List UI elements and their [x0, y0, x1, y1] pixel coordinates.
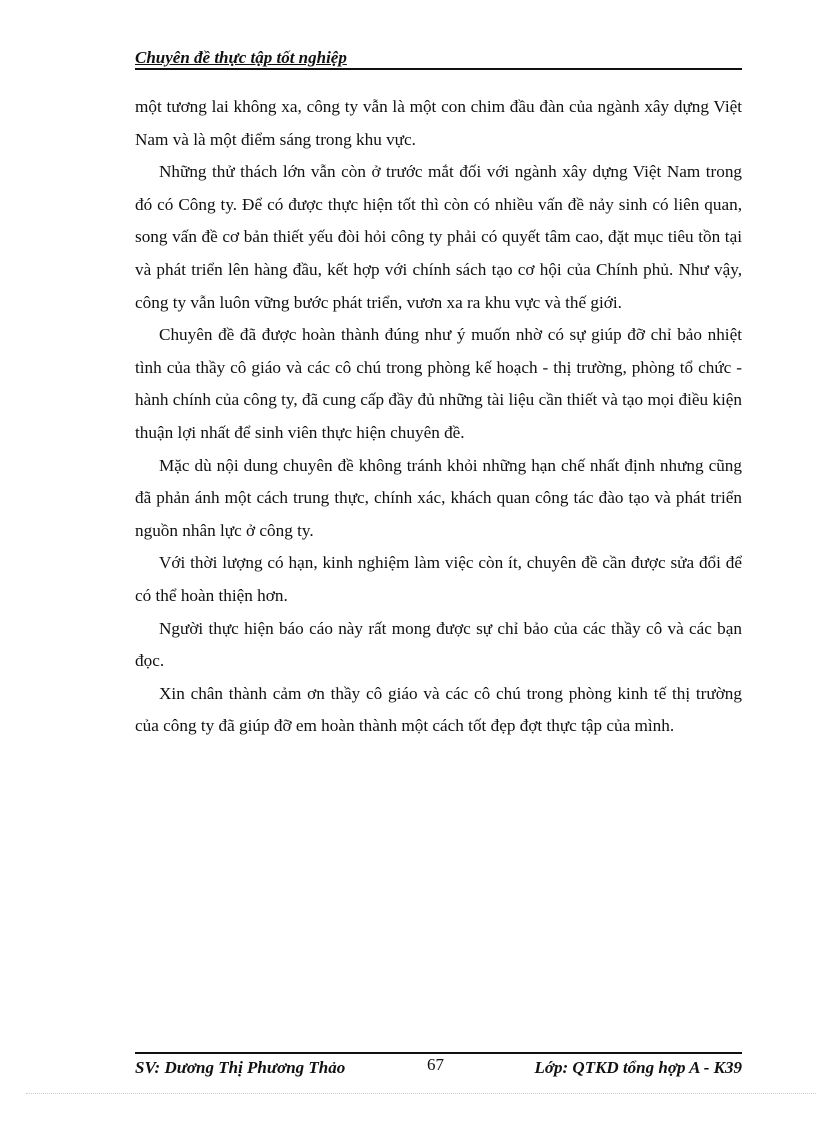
paragraph-1: một tương lai không xa, công ty vẫn là một con chim đầu đàn của ngành xây dựng Việt Nam và là một điểm sáng trong khu vực.: [135, 97, 742, 149]
paragraph-6: Người thực hiện báo cáo này rất mong được sự chỉ bảo của các thầy cô và các bạn đọc.: [135, 618, 742, 671]
paragraph-7: Xin chân thành cảm ơn thầy cô giáo và các cô chú trong phòng kinh tế thị trường của công ty đã giúp đỡ em hoàn thành một cách tốt đẹp đợt thực tập của mình.: [135, 683, 742, 736]
paragraph-3: Chuyên đề đã được hoàn thành đúng như ý muốn nhờ có sự giúp đỡ chỉ bảo nhiệt tình của thầy cô giáo và các cô chú trong phòng kế hoạch - thị trường, phòng tổ chức - hành chính của công ty, đã cung cấp đầy đủ những tài liệu cần thiết và tạo mọi điều kiện thuận lợi nhất để sinh viên thực hiện chuyên đề.: [135, 325, 742, 442]
page-header: [135, 46, 742, 70]
paragraph-5: Với thời lượng có hạn, kinh nghiệm làm việc còn ít, chuyên đề cần được sửa đổi để có thể hoàn thiện hơn.: [135, 553, 742, 605]
paragraph-4: Mặc dù nội dung chuyên đề không tránh khỏi những hạn chế nhất định nhưng cũng đã phản ánh một cách trung thực, chính xác, khách quan công tác đào tạo và phát triển nguồn nhân lực ở công ty.: [135, 455, 742, 540]
footer-class: Lớp: QTKD tổng hợp A - K39: [534, 1058, 742, 1077]
page-edge-divider: [26, 1093, 816, 1094]
page-number: 67: [427, 1055, 444, 1074]
header-title: Chuyên đề thực tập tốt nghiệp: [135, 48, 347, 67]
paragraph-2: Những thử thách lớn vẫn còn ở trước mắt đối với ngành xây dựng Việt Nam trong đó có Công ty. Để có được thực hiện tốt thì còn có nhiều vấn đề nảy sinh có liên quan, song vấn đề cơ bản thiết yếu đòi hỏi công ty phải có quyết tâm cao, đặt mục tiêu tồn tại và phát triển lên hàng đầu, kết hợp với chính sách tạo cơ hội của Chính phủ. Như vậy, công ty vẫn luôn vững bước phát triển, vươn xa ra khu vực và thế giới.: [135, 162, 742, 312]
footer-student-name: SV: Dương Thị Phương Thảo: [135, 1058, 346, 1077]
document-body: [135, 91, 742, 743]
page-footer: [135, 1052, 742, 1084]
